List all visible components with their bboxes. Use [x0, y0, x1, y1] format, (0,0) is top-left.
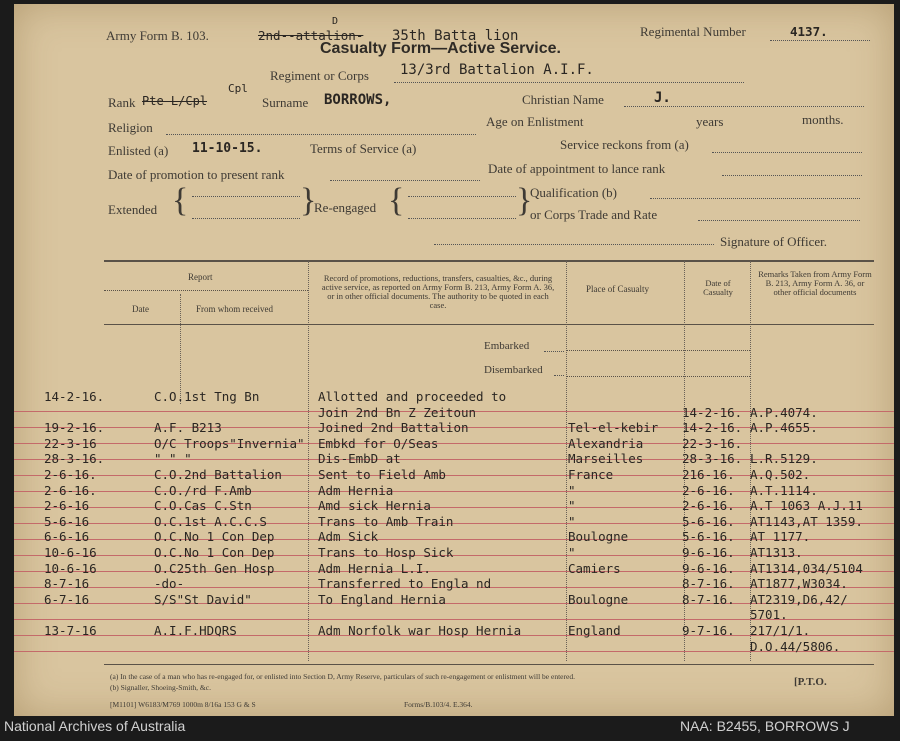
cell-date-casualty: 22-3-16. — [682, 435, 743, 451]
reengaged-brace-right: } — [516, 182, 533, 219]
cell-record: Trans to Hosp Sick — [318, 545, 454, 560]
enlisted-label: Enlisted (a) — [108, 143, 169, 158]
cell-from: " " " — [154, 451, 192, 467]
report-subheader-rule — [104, 290, 308, 291]
watermark-left: National Archives of Australia — [4, 718, 186, 734]
cell-place: France — [568, 467, 614, 482]
rank-label: Rank — [108, 95, 136, 110]
promotion-label: Date of promotion to present rank — [108, 167, 285, 182]
cell-from: O.C.1st A.C.C.S — [154, 513, 267, 529]
pto-label: [P.T.O. — [794, 676, 827, 688]
lance-label: Date of appointment to lance rank — [488, 161, 666, 176]
footnote-a: (a) In the case of a man who has re-engaged for, or enlisted into Section D, Army Reserve, particulars of such re-engagement or enlistment will be entered. — [110, 672, 575, 681]
cell-record: Adm Sick — [318, 529, 379, 545]
age-label: Age on Enlistment — [486, 114, 584, 129]
embarked-line — [544, 351, 564, 352]
date-casualty-header: Date of Casualty — [703, 278, 733, 297]
signature-label: Signature of Officer. — [720, 234, 827, 249]
surname-value: BORROWS, — [324, 92, 392, 108]
print-code: [M1101] W6183/M769 1000m 8/16a 153 G & S — [110, 700, 256, 709]
cell-place: " — [568, 545, 576, 560]
regiment-label: Regiment or Corps — [270, 68, 369, 83]
cell-date: 8-7-16 — [44, 576, 90, 592]
embarked-rule — [566, 350, 750, 351]
cell-date: 28-3-16. — [44, 451, 105, 467]
form-label: Army Form B. 103. — [106, 28, 209, 43]
cell-place: Alexandria — [568, 435, 644, 451]
cell-remarks: D.O.44/5806. — [750, 638, 841, 654]
cell-from: A.F. B213 — [154, 420, 222, 436]
col-divider-2 — [566, 261, 567, 661]
cell-date: 22-3-16 — [44, 435, 97, 451]
cell-from: O.C.No 1 Con Dep — [154, 529, 275, 545]
reengaged-line-1 — [408, 196, 516, 197]
promotion-line — [330, 180, 480, 181]
cell-date-casualty: 2-6-16. — [682, 498, 735, 514]
cell-place: " — [568, 498, 576, 514]
table-bottom-rule — [104, 664, 874, 665]
cell-date: 2-6-16. — [44, 467, 97, 482]
cell-date: 5-6-16 — [44, 513, 90, 529]
cell-remarks: A.Q.502. — [750, 467, 811, 482]
trade-label: or Corps Trade and Rate — [530, 207, 658, 222]
regimental-number-label: Regimental Number — [640, 24, 746, 39]
religion-line — [166, 134, 476, 135]
cell-remarks: AT2319,D6,42/ — [750, 591, 848, 607]
cell-date-casualty: 8-7-16. — [682, 591, 735, 607]
report-header: Report — [188, 272, 213, 282]
cell-record: Allotted and proceeded to — [318, 389, 507, 404]
col-divider-1 — [308, 261, 309, 661]
lance-line — [722, 175, 862, 176]
battalion-struck: 2nd--attalion- — [258, 28, 364, 43]
disembarked-line — [554, 375, 564, 376]
rank-value: Pte L/Cpl — [142, 94, 208, 108]
cell-place: " — [568, 513, 576, 529]
cell-remarks: AT1313. — [750, 545, 803, 560]
cell-remarks: A.P.4655. — [750, 420, 818, 436]
cell-record: Joined 2nd Battalion — [318, 420, 469, 436]
cell-place: Marseilles — [568, 451, 644, 467]
cell-place: Boulogne — [568, 591, 629, 607]
cell-date-casualty: 8-7-16. — [682, 576, 735, 592]
christian-name-value: J. — [654, 90, 671, 106]
cell-date: 2-6-16 — [44, 498, 90, 514]
cell-date: 14-2-16. — [44, 389, 105, 404]
cell-place: Tel-el-kebir — [568, 420, 659, 436]
cell-remarks: AT 1177. — [750, 529, 811, 545]
embarked-label: Embarked — [484, 340, 530, 352]
extended-line-2 — [192, 218, 300, 219]
cell-from: O/C Troops"Invernia" — [154, 435, 305, 451]
record-header: Record of promotions, reductions, transfers, casualties, &c., during active service, as reported on Army Form B. 213, Army Form A. 36, or in other official documents. The authority to be quoted in each case. — [321, 273, 555, 310]
trade-line — [698, 220, 860, 221]
extended-label: Extended — [108, 202, 158, 217]
table-top-rule — [104, 260, 874, 262]
cell-record: Join 2nd Bn Z Zeitoun — [318, 404, 477, 420]
forms-code: Forms/B.103/4. E.364. — [404, 700, 473, 709]
reengaged-brace-left: { — [388, 182, 405, 219]
reengaged-label: Re-engaged — [314, 200, 377, 215]
months-label: months. — [802, 112, 844, 127]
years-label: years — [696, 114, 724, 129]
red-rule — [14, 443, 894, 444]
form-title: Casualty Form—Active Service. — [320, 40, 561, 57]
battalion-typed: 35th Batta lion — [392, 28, 519, 44]
cell-remarks: A.T.1114. — [750, 482, 818, 498]
cell-from: S/S"St David" — [154, 591, 252, 607]
cell-date-casualty: 2-6-16. — [682, 482, 735, 498]
extended-brace-left: { — [172, 182, 189, 219]
cell-place: Camiers — [568, 560, 621, 576]
cell-remarks: 5701. — [750, 607, 788, 623]
cell-record: Trans to Amb Train — [318, 513, 454, 529]
cell-date: 6-6-16 — [44, 529, 90, 545]
cell-remarks: A.P.4074. — [750, 404, 818, 420]
disembarked-rule — [566, 376, 750, 377]
cell-remarks: A.T 1063 A.J.11 — [750, 498, 863, 514]
cell-remarks: L.R.5129. — [750, 451, 818, 467]
date-header: Date — [132, 304, 149, 314]
cell-record: Dis-EmbD at — [318, 451, 401, 467]
cell-remarks: AT1877,W3034. — [750, 576, 848, 592]
cell-date: 2-6-16. — [44, 482, 97, 498]
christian-name-line — [624, 106, 864, 107]
qualification-label: Qualification (b) — [530, 185, 617, 200]
terms-label: Terms of Service (a) — [310, 141, 417, 156]
cell-record: Amd sick Hernia — [318, 498, 431, 514]
cell-date-casualty: 28-3-16. — [682, 451, 743, 467]
cell-date-casualty: 216-16. — [682, 467, 735, 482]
cell-date-casualty: 5-6-16. — [682, 529, 735, 545]
cell-remarks: AT1314,034/5104 — [750, 560, 863, 576]
extended-brace-right: } — [300, 182, 317, 219]
cell-place: England — [568, 623, 621, 638]
cell-date: 10-6-16 — [44, 560, 97, 576]
cell-place: " — [568, 482, 576, 498]
regimental-number-line — [770, 40, 870, 41]
reengaged-line-2 — [408, 218, 516, 219]
christian-name-label: Christian Name — [522, 92, 604, 107]
footnote-b: (b) Signaller, Shoeing-Smith, &c. — [110, 683, 211, 692]
cell-record: Adm Hernia L.I. — [318, 560, 431, 576]
cell-record: Adm Hernia — [318, 482, 394, 498]
watermark-right: NAA: B2455, BORROWS J — [680, 718, 850, 734]
religion-label: Religion — [108, 120, 153, 135]
cell-from: O.C.No 1 Con Dep — [154, 545, 275, 560]
casualty-form-page — [14, 4, 894, 716]
cell-remarks: 217/1/1. — [750, 623, 811, 638]
cell-date-casualty: 5-6-16. — [682, 513, 735, 529]
cell-record: Embkd for O/Seas — [318, 435, 439, 451]
reckons-line — [712, 152, 862, 153]
enlisted-value: 11-10-15. — [192, 141, 263, 156]
cell-date-casualty: 9-7-16. — [682, 623, 735, 638]
cell-from: O.C25th Gen Hosp — [154, 560, 275, 576]
header-bottom-rule — [104, 324, 874, 325]
cell-from: C.O.2nd Battalion — [154, 467, 282, 482]
signature-line — [434, 244, 714, 245]
rank-superscript: Cpl — [228, 82, 248, 95]
from-header: From whom received — [196, 304, 273, 314]
cell-record: To England Hernia — [318, 591, 446, 607]
battalion-superscript: D — [332, 16, 339, 27]
cell-record: Transferred to Engla nd — [318, 576, 492, 592]
cell-from: C.O.Cas C.Stn — [154, 498, 252, 514]
cell-remarks: AT1143,AT 1359. — [750, 513, 863, 529]
cell-from: A.I.F.HDQRS — [154, 623, 237, 638]
col-divider-report — [180, 294, 181, 404]
cell-from: C.O./rd F.Amb — [154, 482, 252, 498]
cell-from: -do- — [154, 576, 185, 592]
surname-label: Surname — [262, 95, 309, 110]
cell-from: C.O.1st Tng Bn — [154, 389, 260, 404]
cell-record: Sent to Field Amb — [318, 467, 446, 482]
cell-date: 13-7-16 — [44, 623, 97, 638]
qualification-line — [650, 198, 860, 199]
cell-date-casualty: 9-6-16. — [682, 545, 735, 560]
cell-date: 19-2-16. — [44, 420, 105, 436]
cell-date-casualty: 9-6-16. — [682, 560, 735, 576]
extended-line-1 — [192, 196, 300, 197]
cell-date-casualty: 14-2-16. — [682, 404, 743, 420]
cell-record: Adm Norfolk war Hosp Hernia — [318, 623, 522, 638]
regiment-value: 13/3rd Battalion A.I.F. — [400, 62, 594, 78]
cell-date: 6-7-16 — [44, 591, 90, 607]
reckons-label: Service reckons from (a) — [560, 137, 689, 152]
remarks-header: Remarks Taken from Army Form B. 213, Army Form A. 36, or other official documents — [758, 269, 872, 297]
place-header: Place of Casualty — [586, 284, 649, 294]
disembarked-label: Disembarked — [484, 364, 543, 376]
regiment-line — [394, 82, 744, 83]
cell-date: 10-6-16 — [44, 545, 97, 560]
regimental-number: 4137. — [790, 24, 828, 39]
cell-place: Boulogne — [568, 529, 629, 545]
cell-date-casualty: 14-2-16. — [682, 420, 743, 436]
